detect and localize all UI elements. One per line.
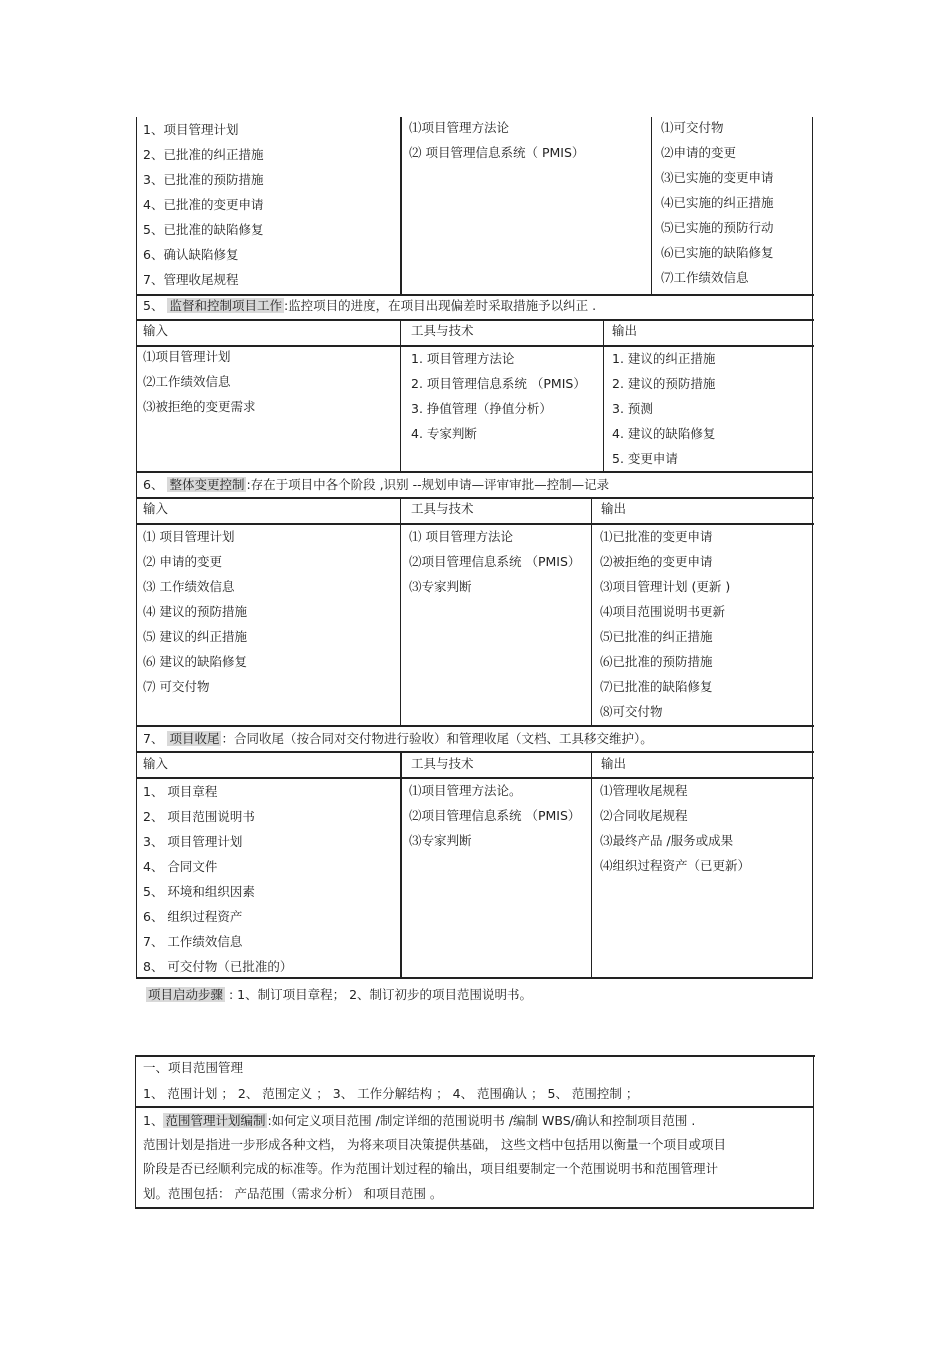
list-item: ⑴ 项目管理计划	[143, 529, 235, 544]
list-item: 1、 项目章程	[143, 784, 218, 799]
scope-item-heading: 1、 范围管理计划编制 :如何定义项目范围 /制定详细的范围说明书 /编制 WBS/确认和控制项目范围 .	[143, 1113, 696, 1128]
list-item: 3. 预测	[612, 401, 653, 416]
list-item: ⑺工作绩效信息	[661, 270, 749, 285]
table-border	[813, 1055, 814, 1208]
list-item: 6、 组织过程资产	[143, 909, 243, 924]
list-item: 4. 专家判断	[411, 426, 477, 441]
table-border	[651, 117, 652, 294]
table-border	[400, 497, 401, 725]
list-item: ⑴项目管理方法论	[409, 120, 510, 135]
list-item: 2. 项目管理信息系统 （PMIS）	[411, 376, 586, 391]
list-item: ⑸ 建议的纠正措施	[143, 629, 247, 644]
block6-outputs	[600, 524, 730, 724]
list-item: ⑴可交付物	[661, 120, 724, 135]
section-heading: 7、 项目收尾 ：合同收尾（按合同对交付物进行验收）和管理收尾（文档、工具移交维护）。	[143, 731, 653, 746]
list-item: ⑶专家判断	[409, 833, 472, 848]
list-item: 2、已批准的纠正措施	[143, 147, 264, 162]
startup-label: 项目启动步骤	[148, 987, 224, 1002]
list-item: 7、管理收尾规程	[143, 272, 239, 287]
section-heading: 6、 整体变更控制 :存在于项目中各个阶段 ,识别 --规划申请—评审审批—控制—记录	[143, 477, 610, 492]
section-name: 整体变更控制	[169, 477, 245, 492]
paragraph-line: 划。范围包括： 产品范围（需求分析） 和项目范围 。	[143, 1186, 443, 1201]
table-border	[603, 319, 604, 471]
table-border	[591, 751, 592, 978]
list-item: ⑵项目管理信息系统 （PMIS）	[409, 554, 581, 569]
table-border	[136, 471, 137, 725]
section-name: 范围管理计划编制	[165, 1113, 266, 1128]
list-item: ⑴ 项目管理方法论	[409, 529, 513, 544]
list-item: ⑵申请的变更	[661, 145, 737, 160]
list-item: 5、 环境和组织因素	[143, 884, 255, 899]
block6-inputs	[143, 524, 247, 699]
list-item: 2、 项目范围说明书	[143, 809, 255, 824]
table-border	[135, 1106, 814, 1108]
block4-inputs	[143, 117, 263, 292]
list-item: ⑹已实施的缺陷修复	[661, 245, 774, 260]
list-item: ⑺ 可交付物	[143, 679, 210, 694]
table-border	[135, 1207, 814, 1209]
list-item: ⑷ 建议的预防措施	[143, 604, 247, 619]
table-border	[136, 751, 814, 753]
list-item: ⑷项目范围说明书更新	[600, 604, 726, 619]
table-border	[136, 977, 813, 979]
list-item: 3、已批准的预防措施	[143, 172, 264, 187]
table-border	[591, 497, 592, 725]
list-item: 7、 工作绩效信息	[143, 934, 243, 949]
table-border	[812, 117, 813, 294]
table-border	[136, 725, 814, 727]
list-item: 4、已批准的变更申请	[143, 197, 264, 212]
table-border	[136, 117, 137, 294]
table-border	[136, 497, 814, 499]
list-item: ⑶已实施的变更申请	[661, 170, 774, 185]
block5-outputs	[612, 346, 715, 471]
list-item: 1. 项目管理方法论	[411, 351, 515, 366]
list-item: ⑻可交付物	[600, 704, 663, 719]
list-item: 6、确认缺陷修复	[143, 247, 239, 262]
section-name: 项目收尾	[169, 731, 220, 746]
list-item: ⑵ 申请的变更	[143, 554, 222, 569]
scope-process-list: 1、 范围计划 ； 2、 范围定义 ； 3、 工作分解结构 ； 4、 范围确认 ； 5、 范围控制 ；	[143, 1086, 639, 1101]
list-item: 2. 建议的预防措施	[612, 376, 716, 391]
scope-title: 一、项目范围管理	[143, 1060, 244, 1075]
startup-steps: 项目启动步骤 : 1、制订项目章程； 2、制订初步的项目范围说明书。	[148, 987, 533, 1002]
column-header-output: 输出	[601, 756, 627, 771]
table-border	[136, 319, 814, 321]
list-item: ⑷已实施的纠正措施	[661, 195, 774, 210]
list-item: ⑴管理收尾规程	[600, 783, 688, 798]
column-header-tools: 工具与技术	[411, 323, 474, 338]
block7-outputs	[600, 778, 750, 878]
table-border	[136, 725, 137, 978]
table-border	[135, 1055, 136, 1208]
list-item: ⑺已批准的缺陷修复	[600, 679, 713, 694]
list-item: ⑴项目管理方法论。	[409, 783, 522, 798]
column-header-output: 输出	[612, 323, 638, 338]
list-item: 5. 变更申请	[612, 451, 678, 466]
table-border	[400, 751, 402, 978]
column-header-output: 输出	[601, 501, 627, 516]
list-item: ⑵工作绩效信息	[143, 374, 231, 389]
list-item: ⑹ 建议的缺陷修复	[143, 654, 247, 669]
block4-tools	[409, 115, 584, 165]
block7-inputs	[143, 779, 292, 979]
table-border	[136, 471, 813, 473]
list-item: ⑴已批准的变更申请	[600, 529, 713, 544]
column-header-tools: 工具与技术	[411, 501, 474, 516]
list-item: ⑶项目管理计划 (更新 )	[600, 579, 731, 594]
table-border	[812, 725, 813, 978]
list-item: 3、 项目管理计划	[143, 834, 243, 849]
list-item: 1、项目管理计划	[143, 122, 239, 137]
table-border	[400, 117, 402, 294]
block7-tools	[409, 778, 580, 853]
list-item: 5、已批准的缺陷修复	[143, 222, 264, 237]
column-header-input: 输入	[143, 501, 169, 516]
paragraph-line: 阶段是否已经顺利完成的标准等。作为范围计划过程的输出，项目组要制定一个范围说明书和范围管理计	[143, 1161, 719, 1176]
block5-tools	[411, 346, 586, 446]
list-item: ⑶ 工作绩效信息	[143, 579, 235, 594]
block4-outputs	[661, 115, 774, 290]
list-item: ⑵项目管理信息系统 （PMIS）	[409, 808, 581, 823]
table-border	[812, 471, 813, 725]
list-item: 4、 合同文件	[143, 859, 218, 874]
block6-tools	[409, 524, 580, 599]
list-item: ⑹已批准的预防措施	[600, 654, 713, 669]
column-header-input: 输入	[143, 323, 169, 338]
list-item: 3. 挣值管理（挣值分析）	[411, 401, 552, 416]
list-item: 8、 可交付物（已批准的）	[143, 959, 293, 974]
block5-inputs	[143, 344, 256, 419]
section-heading: 5、 监督和控制项目工作 :监控项目的进度，在项目出现偏差时采取措施予以纠正 .	[143, 298, 597, 313]
list-item: ⑵被拒绝的变更申请	[600, 554, 713, 569]
list-item: 4. 建议的缺陷修复	[612, 426, 716, 441]
column-header-tools: 工具与技术	[411, 756, 474, 771]
list-item: ⑷组织过程资产（已更新）	[600, 858, 751, 873]
table-border	[400, 319, 401, 471]
list-item: ⑶最终产品 /服务或成果	[600, 833, 734, 848]
paragraph-line: 范围计划是指进一步形成各种文档， 为将来项目决策提供基础， 这些文档中包括用以衡量一个项目或项目	[143, 1137, 726, 1152]
list-item: ⑸已批准的纠正措施	[600, 629, 713, 644]
list-item: 1. 建议的纠正措施	[612, 351, 716, 366]
list-item: ⑶被拒绝的变更需求	[143, 399, 256, 414]
column-header-input: 输入	[143, 756, 169, 771]
list-item: ⑴项目管理计划	[143, 349, 231, 364]
list-item: ⑸已实施的预防行动	[661, 220, 774, 235]
list-item: ⑵ 项目管理信息系统（ PMIS）	[409, 145, 585, 160]
section-name: 监督和控制项目工作	[169, 298, 282, 313]
list-item: ⑶专家判断	[409, 579, 472, 594]
list-item: ⑵合同收尾规程	[600, 808, 688, 823]
